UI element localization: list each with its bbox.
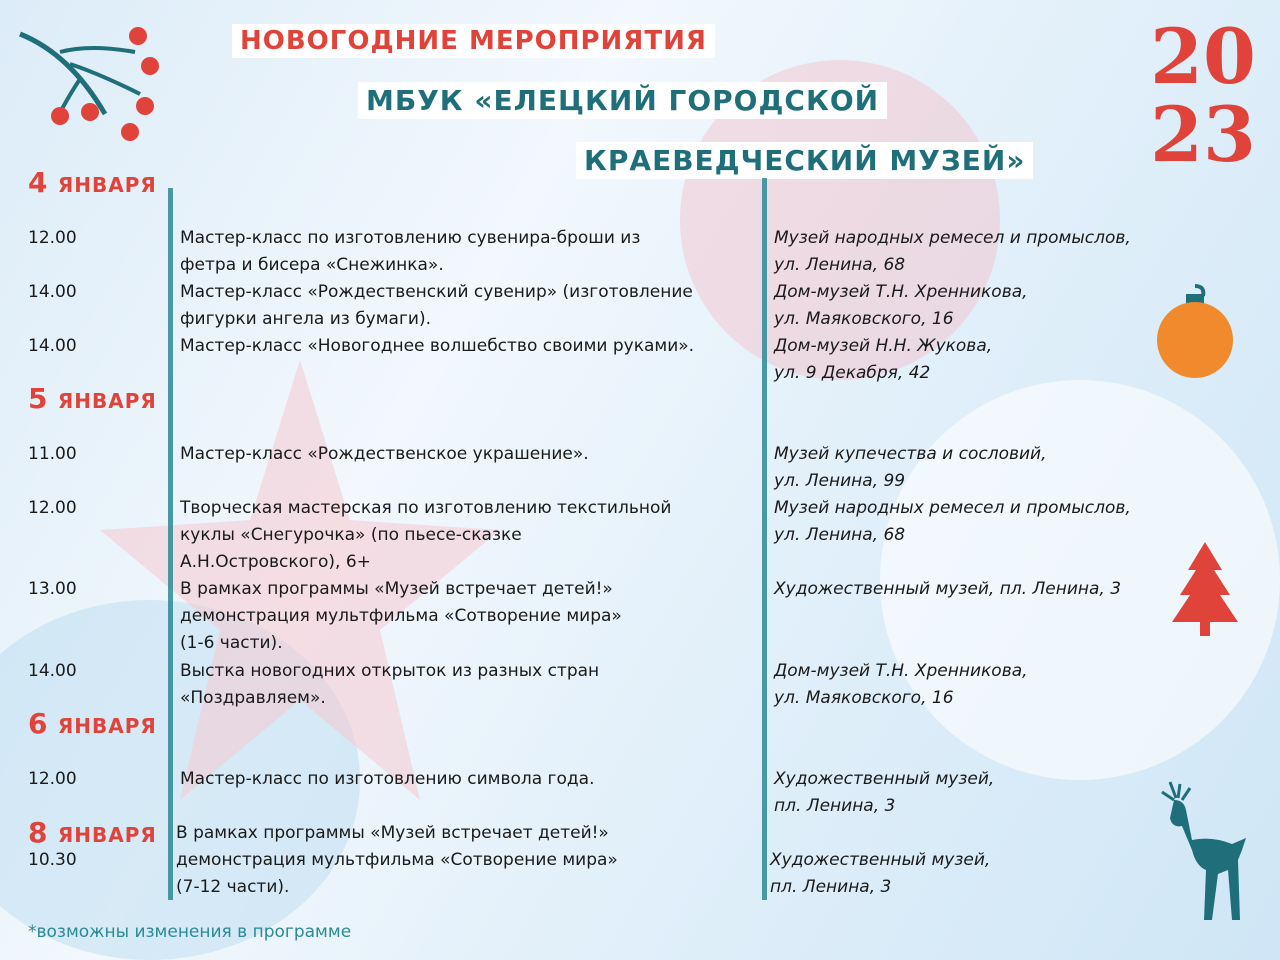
- deer-icon: [1150, 780, 1260, 930]
- event-description: Мастер-класс «Новогоднее волшебство своими руками».: [180, 336, 695, 356]
- column-divider-right: [762, 178, 767, 900]
- event-description: Мастер-класс «Рождественский сувенир» (изготовление фигурки ангела из бумаги).: [180, 282, 693, 329]
- event-description: Мастер-класс по изготовлению символа года.: [180, 769, 595, 789]
- event-place: Художественный музей, пл. Ленина, 3: [770, 850, 991, 897]
- event-description: Мастер-класс «Рождественское украшение».: [180, 444, 589, 464]
- year-badge: [1148, 12, 1258, 188]
- berries-branch-icon: [10, 14, 170, 144]
- event-description: Творческая мастерская по изготовлению текстильной куклы «Снегурочка» (по пьесе-сказке А.Н.Островского), 6+: [180, 498, 672, 572]
- event-time: 10.30: [28, 850, 77, 870]
- year-top: 20: [1150, 12, 1256, 101]
- event-time: 14.00: [28, 282, 77, 302]
- header-line-3: КРАЕВЕДЧЕСКИЙ МУЗЕЙ»: [576, 142, 1033, 179]
- day-heading: 8 ЯНВАРЯ: [28, 816, 157, 849]
- event-time: 12.00: [28, 498, 77, 518]
- event-place: Музей купечества и сословий, ул. Ленина, 99: [774, 444, 1047, 491]
- event-description: В рамках программы «Музей встречает детей!» демонстрация мультфильма «Сотворение мира» (1-6 части).: [180, 579, 622, 653]
- event-place: Дом-музей Т.Н. Хренникова, ул. Маяковского, 16: [774, 282, 1028, 329]
- event-place: Дом-музей Т.Н. Хренникова, ул. Маяковского, 16: [774, 661, 1028, 708]
- year-bottom: 23: [1150, 90, 1256, 179]
- christmas-ball-icon: [1150, 282, 1240, 382]
- event-time: 14.00: [28, 336, 77, 356]
- column-divider-left: [168, 188, 173, 900]
- event-place: Музей народных ремесел и промыслов, ул. Ленина, 68: [774, 228, 1131, 275]
- event-description: Выстка новогодних открыток из разных стран «Поздравляем».: [180, 661, 600, 708]
- christmas-tree-icon: [1170, 540, 1240, 640]
- event-time: 14.00: [28, 661, 77, 681]
- event-time: 12.00: [28, 228, 77, 248]
- event-place: Художественный музей, пл. Ленина, 3: [774, 579, 1122, 599]
- day-heading: 5 ЯНВАРЯ: [28, 382, 157, 415]
- day-heading: 4 ЯНВАРЯ: [28, 166, 157, 199]
- event-description: Мастер-класс по изготовлению сувенира-броши из фетра и бисера «Снежинка».: [180, 228, 641, 275]
- event-place: Дом-музей Н.Н. Жукова, ул. 9 Декабря, 42: [774, 336, 993, 383]
- event-place: Художественный музей, пл. Ленина, 3: [774, 769, 995, 816]
- header-line-2: МБУК «ЕЛЕЦКИЙ ГОРОДСКОЙ: [358, 82, 887, 119]
- event-description: В рамках программы «Музей встречает детей!» демонстрация мультфильма «Сотворение мира» (7-12 части).: [176, 823, 618, 897]
- header-line-1: НОВОГОДНИЕ МЕРОПРИЯТИЯ: [232, 24, 715, 58]
- event-place: Музей народных ремесел и промыслов, ул. Ленина, 68: [774, 498, 1131, 545]
- day-heading: 6 ЯНВАРЯ: [28, 707, 157, 740]
- event-time: 11.00: [28, 444, 77, 464]
- event-time: 12.00: [28, 769, 77, 789]
- event-time: 13.00: [28, 579, 77, 599]
- footnote: *возможны изменения в программе: [28, 922, 352, 942]
